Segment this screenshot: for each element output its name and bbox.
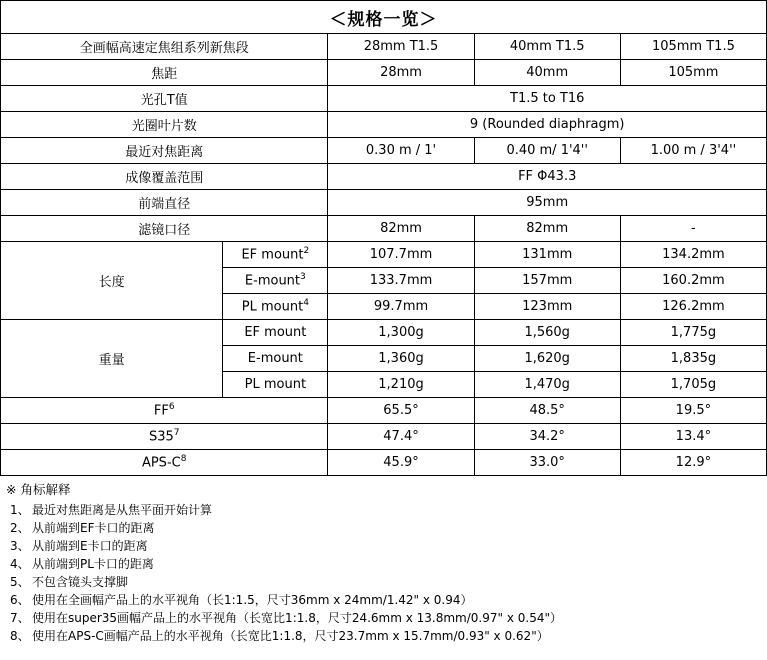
cell-value: 40mm xyxy=(474,60,620,86)
row-sublabel: E-mount xyxy=(223,346,328,372)
cell-value: 65.5° xyxy=(328,398,474,424)
cell-value: 107.7mm xyxy=(328,242,474,268)
row-label: 长度 xyxy=(1,242,223,320)
footnote-number: 3、 xyxy=(10,538,30,553)
footnote-number: 5、 xyxy=(10,574,30,589)
cell-value: 1,470g xyxy=(474,372,620,398)
footnote-text: 最近对焦距离是从焦平面开始计算 xyxy=(32,502,213,517)
cell-value: 157mm xyxy=(474,268,620,294)
row-label: 焦距 xyxy=(1,60,328,86)
cell-value: 99.7mm xyxy=(328,294,474,320)
cell-value: 1,560g xyxy=(474,320,620,346)
footnotes-list xyxy=(4,504,763,642)
cell-value: 19.5° xyxy=(620,398,766,424)
row-sublabel: EF mount xyxy=(223,320,328,346)
cell-value: T1.5 to T16 xyxy=(328,86,767,112)
cell-value: 1,300g xyxy=(328,320,474,346)
footnote-item xyxy=(4,504,763,516)
footnote-text: 不包含镜头支撑脚 xyxy=(32,574,129,589)
footnote-number: 4、 xyxy=(10,556,30,571)
cell-value: 47.4° xyxy=(328,424,474,450)
footnote-item xyxy=(4,612,763,624)
cell-value: 131mm xyxy=(474,242,620,268)
header-column-2: 105mm T1.5 xyxy=(620,34,766,60)
footnote-text: 使用在super35画幅产品上的水平视角（长宽比1:1.8，尺寸24.6mm x 13.8mm/0.97" x 0.54"） xyxy=(32,610,562,625)
footnote-number: 2、 xyxy=(10,520,30,535)
table-body xyxy=(1,60,767,476)
row-sublabel: PL mount$^4$ xyxy=(223,294,328,320)
row-sublabel: PL mount xyxy=(223,372,328,398)
cell-value: 1,705g xyxy=(620,372,766,398)
table-row xyxy=(1,450,767,476)
cell-value: 160.2mm xyxy=(620,268,766,294)
footnote-item xyxy=(4,522,763,534)
footnote-item xyxy=(4,594,763,606)
cell-value: 126.2mm xyxy=(620,294,766,320)
footnote-item xyxy=(4,540,763,552)
row-label: APS-$C^8$ xyxy=(1,450,328,476)
table-row xyxy=(1,138,767,164)
footnote-item xyxy=(4,576,763,588)
row-label: 光圈叶片数 xyxy=(1,112,328,138)
row-label: $S35^7$ xyxy=(1,424,328,450)
page-title xyxy=(0,0,767,33)
row-label: 滤镜口径 xyxy=(1,216,328,242)
footnote-number: 1、 xyxy=(10,502,30,517)
table-row xyxy=(1,216,767,242)
cell-value: 9 (Rounded diaphragm) xyxy=(328,112,767,138)
cell-value: 13.4° xyxy=(620,424,766,450)
cell-value: 1,210g xyxy=(328,372,474,398)
cell-value: 45.9° xyxy=(328,450,474,476)
footnote-item xyxy=(4,558,763,570)
cell-value: 34.2° xyxy=(474,424,620,450)
cell-value: 12.9° xyxy=(620,450,766,476)
footnote-number: 6、 xyxy=(10,592,30,607)
footnote-text: 从前端到PL卡口的距离 xyxy=(32,556,154,571)
cell-value: 133.7mm xyxy=(328,268,474,294)
table-row xyxy=(1,60,767,86)
page-title-text: ＜规格一览＞ xyxy=(329,9,438,30)
row-label: 重量 xyxy=(1,320,223,398)
row-sublabel: E-mount$^3$ xyxy=(223,268,328,294)
cell-value: 82mm xyxy=(474,216,620,242)
header-column-0: 28mm T1.5 xyxy=(328,34,474,60)
footnote-text: 使用在全画幅产品上的水平视角（长1:1.5，尺寸36mm x 24mm/1.42" x 0.94） xyxy=(32,592,473,607)
row-label: 前端直径 xyxy=(1,190,328,216)
cell-value: 0.30 m / 1' xyxy=(328,138,474,164)
cell-value: 134.2mm xyxy=(620,242,766,268)
cell-value: 1,835g xyxy=(620,346,766,372)
row-label: 成像覆盖范围 xyxy=(1,164,328,190)
table-header-row xyxy=(1,34,767,60)
cell-value: 123mm xyxy=(474,294,620,320)
footnote-text: 使用在APS-C画幅产品上的水平视角（长宽比1:1.8，尺寸23.7mm x 15.7mm/0.93" x 0.62"） xyxy=(32,628,549,643)
footnote-text: 从前端到E卡口的距离 xyxy=(32,538,148,553)
table-row xyxy=(1,242,767,268)
table-row xyxy=(1,190,767,216)
header-series-label: 全画幅高速定焦组系列新焦段 xyxy=(1,34,328,60)
table-row xyxy=(1,398,767,424)
table-row xyxy=(1,320,767,346)
footnote-number: 8、 xyxy=(10,628,30,643)
row-label: $FF^6$ xyxy=(1,398,328,424)
cell-value: 95mm xyxy=(328,190,767,216)
cell-value: 1,620g xyxy=(474,346,620,372)
footnote-number: 7、 xyxy=(10,610,30,625)
row-label: 光孔T值 xyxy=(1,86,328,112)
row-sublabel: EF mount$^2$ xyxy=(223,242,328,268)
table-header xyxy=(1,34,767,60)
cell-value: 48.5° xyxy=(474,398,620,424)
cell-value: 1,775g xyxy=(620,320,766,346)
cell-value: FF Φ43.3 xyxy=(328,164,767,190)
footnote-item xyxy=(4,630,763,642)
cell-value: 105mm xyxy=(620,60,766,86)
cell-value: - xyxy=(620,216,766,242)
cell-value: 33.0° xyxy=(474,450,620,476)
specifications-table xyxy=(0,33,767,476)
row-label: 最近对焦距离 xyxy=(1,138,328,164)
cell-value: 1.00 m / 3'4'' xyxy=(620,138,766,164)
cell-value: 28mm xyxy=(328,60,474,86)
table-row xyxy=(1,86,767,112)
table-row xyxy=(1,424,767,450)
table-row xyxy=(1,112,767,138)
footnotes-title: ※ 角标解释 xyxy=(6,482,71,497)
footnote-text: 从前端到EF卡口的距离 xyxy=(32,520,155,535)
footnotes-section xyxy=(0,476,767,642)
table-row xyxy=(1,164,767,190)
header-column-1: 40mm T1.5 xyxy=(474,34,620,60)
cell-value: 1,360g xyxy=(328,346,474,372)
cell-value: 82mm xyxy=(328,216,474,242)
cell-value: 0.40 m/ 1'4'' xyxy=(474,138,620,164)
